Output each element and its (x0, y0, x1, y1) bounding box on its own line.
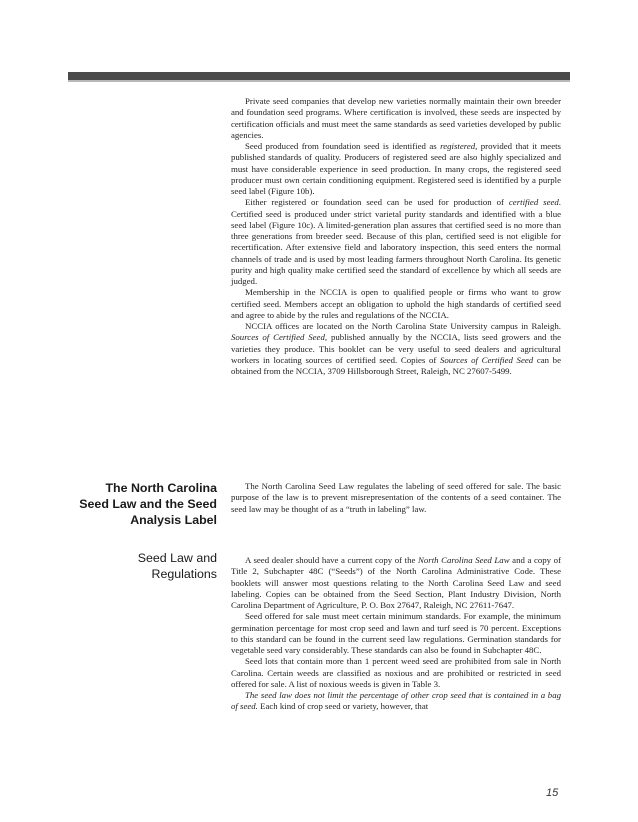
text-run: A seed dealer should have a current copy of the (245, 555, 419, 565)
paragraph (231, 690, 561, 713)
heading-line: Analysis Label (130, 513, 217, 527)
paragraph (231, 656, 561, 690)
italic-run: North Carolina Seed Law (418, 555, 510, 565)
heading-line: Seed Law and (137, 551, 217, 565)
page-number: 15 (546, 787, 559, 799)
heading-line: Regulations (151, 567, 217, 581)
italic-run: certified seed (508, 197, 559, 208)
text-run: Seed offered for sale must meet certain minimum standards. For example, the minimum germination percentage for most crop seed and lawn and turf seed is 70 percent. Exceptions to this standard can be found in the current seed law regulations. Germination standards for vegetable seed vary considerably. These standards can also be found in Subchapter 48C. (231, 611, 561, 655)
paragraph (231, 481, 561, 515)
text-run: Seed lots that contain more than 1 percent weed seed are prohibited from sale in North Carolina. Certain weeds are classified as noxious and are prohibited or restricted in seed offered for sale. A list of noxious weeds is given in Table 3. (231, 656, 561, 689)
header-rule-shadow (68, 80, 570, 82)
paragraph (231, 287, 561, 321)
heading-line: Seed Law and the Seed (79, 497, 217, 511)
heading-seed-law-regulations (138, 550, 217, 582)
text-run: Private seed companies that develop new varieties normally maintain their own breeder and foundation seed programs. Where certification is involved, these seeds are inspected by certification officials and must meet the same standards as seed varieties developed by public agencies. (231, 96, 561, 140)
text-run: Membership in the NCCIA is open to qualified people or firms who want to grow certified seed. Members accept an obligation to uphold the high standards of certified seed and agree to abide by the rules and regulations of the NCCIA. (231, 287, 561, 320)
paragraph (231, 555, 561, 611)
italic-run: Sources of Certified Seed (439, 354, 534, 365)
top-section-text (231, 96, 561, 377)
seed-law-text (231, 481, 561, 515)
text-run: Either registered or foundation seed can be used for production of (245, 197, 509, 208)
text-run: and a copy of Title 2, Subchapter 48C (“Seeds”) of the North Carolina Administrative Code. These booklets will answer most questions relating to the North Carolina Seed Law and seed labeling. Copies can be obtained from the Seed Section, Plant Industry Division, North Carolina Department of Agriculture, P. O. Box 27647, Raleigh, NC 27611-7647. (231, 555, 562, 610)
text-run: Seed produced from foundation seed is identified as (245, 141, 441, 151)
paragraph (231, 96, 561, 141)
text-run: , provided that it meets published standards of quality. Producers of registered seed are also highly specialized and must have considerable experience in seed production. In many crops, the registered seed producer must own certain conditioning equipment. Registered seed is identified by a purple seed label (Figure 10b). (231, 141, 561, 196)
text-run: can be obtained from the NCCIA, 3709 Hillsborough Street, Raleigh, NC 27607-5499. (231, 354, 561, 376)
paragraph (231, 321, 561, 377)
text-run: , published annually by the NCCIA, lists seed growers and the varieties they produce. This booklet can be very useful to seed dealers and agricultural workers in locating sources of certified seed. Copies of (231, 332, 561, 365)
paragraph (231, 197, 561, 287)
paragraph (231, 611, 561, 656)
text-run: The North Carolina Seed Law regulates the labeling of seed offered for sale. The basic purpose of the law is to prevent misrepresentation of the contents of a seed container. The seed law may be thought of as a “truth in labeling” law. (231, 481, 561, 514)
italic-run: registered (440, 141, 476, 151)
paragraph (231, 141, 561, 197)
heading-line: The North Carolina (105, 481, 217, 495)
header-rule (68, 72, 570, 80)
regulations-text (231, 555, 561, 713)
italic-run: Sources of Certified Seed (231, 332, 325, 343)
text-run: NCCIA offices are located on the North Carolina State University campus in Raleigh. (245, 321, 561, 331)
text-run: . Certified seed is produced under strict varietal purity standards and identified with a blue seed label (Figure 10c). A limited-generation plan assures that certified seed is no more than three generations from breeder seed. Because of this plan, certified seed is not eligible for recertification. After extensive field and laboratory inspection, this seed enters the normal channels of trade and is used by most leading farmers throughout North Carolina. Its genetic purity and high quality make certified seed the standard of excellence by which all seeds are judged. (231, 197, 561, 286)
heading-seed-law-label (79, 480, 217, 528)
italic-run: The seed law does not limit the percentage of other crop seed that is contained in a bag of seed. (231, 690, 561, 712)
text-run: Each kind of crop seed or variety, however, that (257, 701, 429, 712)
